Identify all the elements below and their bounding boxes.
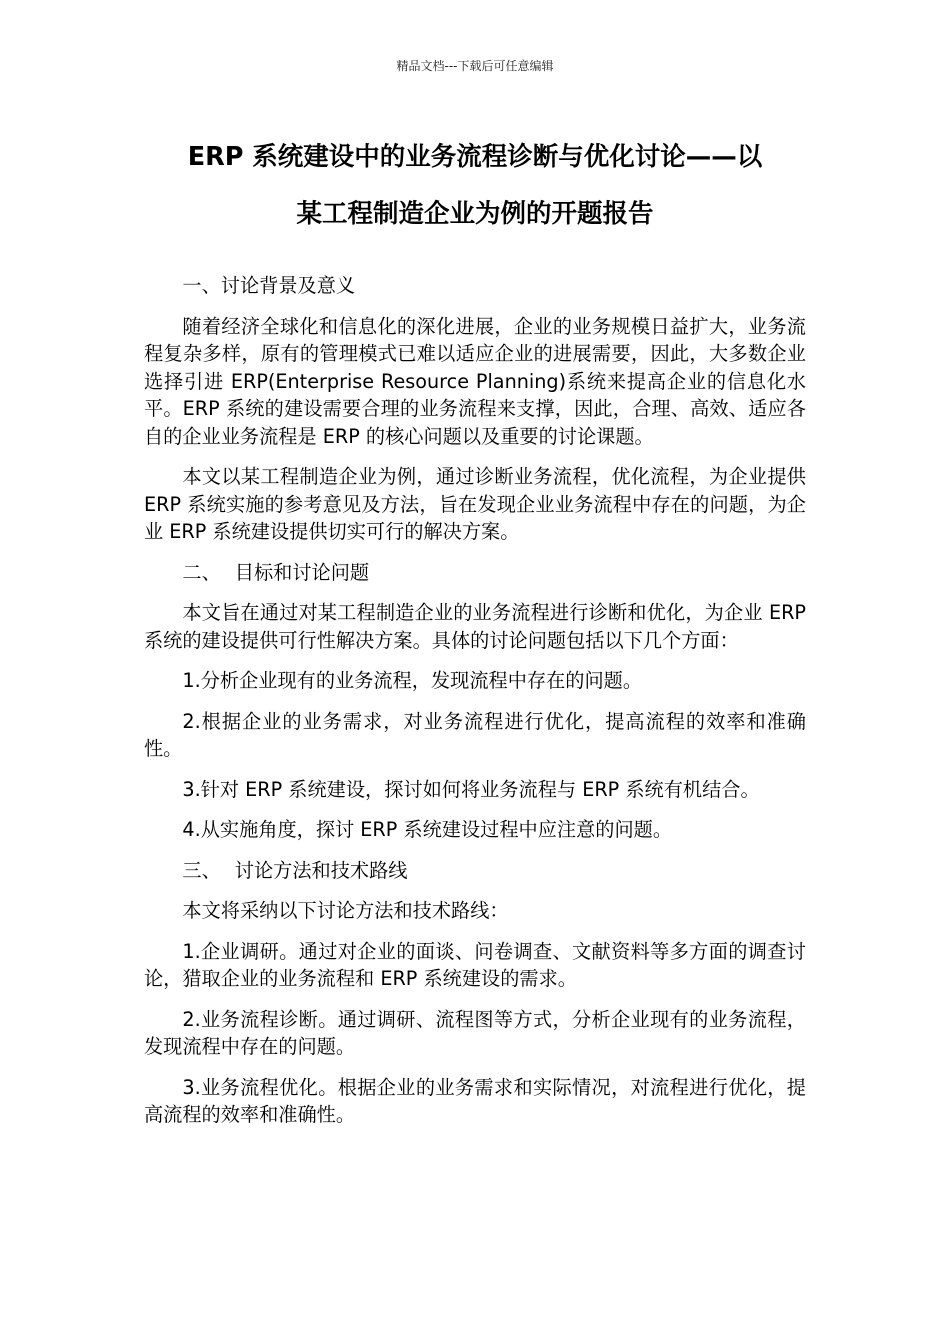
document-title-line-1: ERP 系统建设中的业务流程诊断与优化讨论——以 — [187, 142, 763, 172]
document-body — [144, 272, 806, 1129]
section-3-paragraph-1: 本文将采纳以下讨论方法和技术路线： — [182, 899, 509, 922]
section-2-item-4: 4.从实施角度，探讨 ERP 系统建设过程中应注意的问题。 — [182, 818, 673, 841]
section-3-number: 三、 — [182, 858, 221, 882]
document-title-line-2: 某工程制造企业为例的开题报告 — [296, 199, 654, 229]
section-3-item-2: 2.业务流程诊断。通过调研、流程图等方式，分析企业现有的业务流程，发现流程中存在的问题。 — [144, 1007, 806, 1058]
section-3-item-3: 3.业务流程优化。根据企业的业务需求和实际情况，对流程进行优化，提高流程的效率和准确性。 — [144, 1075, 806, 1126]
section-2-item-2: 2.根据企业的业务需求，对业务流程进行优化，提高流程的效率和准确性。 — [144, 709, 806, 760]
section-1-paragraph-1: 随着经济全球化和信息化的深化进展，企业的业务规模日益扩大，业务流程复杂多样，原有的管理模式已难以适应企业的进展需要，因此，大多数企业选择引进 ERP(Enterprise Resource Planning)系统来提高企业的信息化水平。ERP 系统的建设需要合理的业务流程来支撑，因此，合理、高效、适应各自的企业业务流程是 ERP 的核心问题以及重要的讨论课题。 — [144, 314, 806, 448]
section-2-paragraph-1: 本文旨在通过对某工程制造企业的业务流程进行诊断和优化，为企业 ERP 系统的建设提供可行性解决方案。具体的讨论问题包括以下几个方面： — [144, 601, 806, 652]
section-1-heading: 一、讨论背景及意义 — [182, 274, 356, 297]
section-2-title: 目标和讨论问题 — [234, 560, 370, 584]
section-2-heading — [144, 559, 806, 587]
section-2-item-1: 1.分析企业现有的业务流程，发现流程中存在的问题。 — [182, 669, 643, 692]
section-3-heading — [144, 857, 806, 885]
page-header: 精品文档---下载后可任意编辑 — [396, 59, 554, 73]
section-2-item-3: 3.针对 ERP 系统建设，探讨如何将业务流程与 ERP 系统有机结合。 — [182, 777, 760, 801]
section-3-title: 讨论方法和技术路线 — [234, 858, 408, 882]
section-3-item-1: 1.企业调研。通过对企业的面谈、问卷调查、文献资料等多方面的调查讨论，猎取企业的业务流程和 ERP 系统建设的需求。 — [144, 939, 806, 990]
section-1-paragraph-2: 本文以某工程制造企业为例，通过诊断业务流程，优化流程，为企业提供 ERP 系统实施的参考意见及方法，旨在发现企业业务流程中存在的问题，为企业 ERP 系统建设提供切实可行的解决方案。 — [144, 465, 806, 543]
section-2-number: 二、 — [182, 560, 221, 584]
